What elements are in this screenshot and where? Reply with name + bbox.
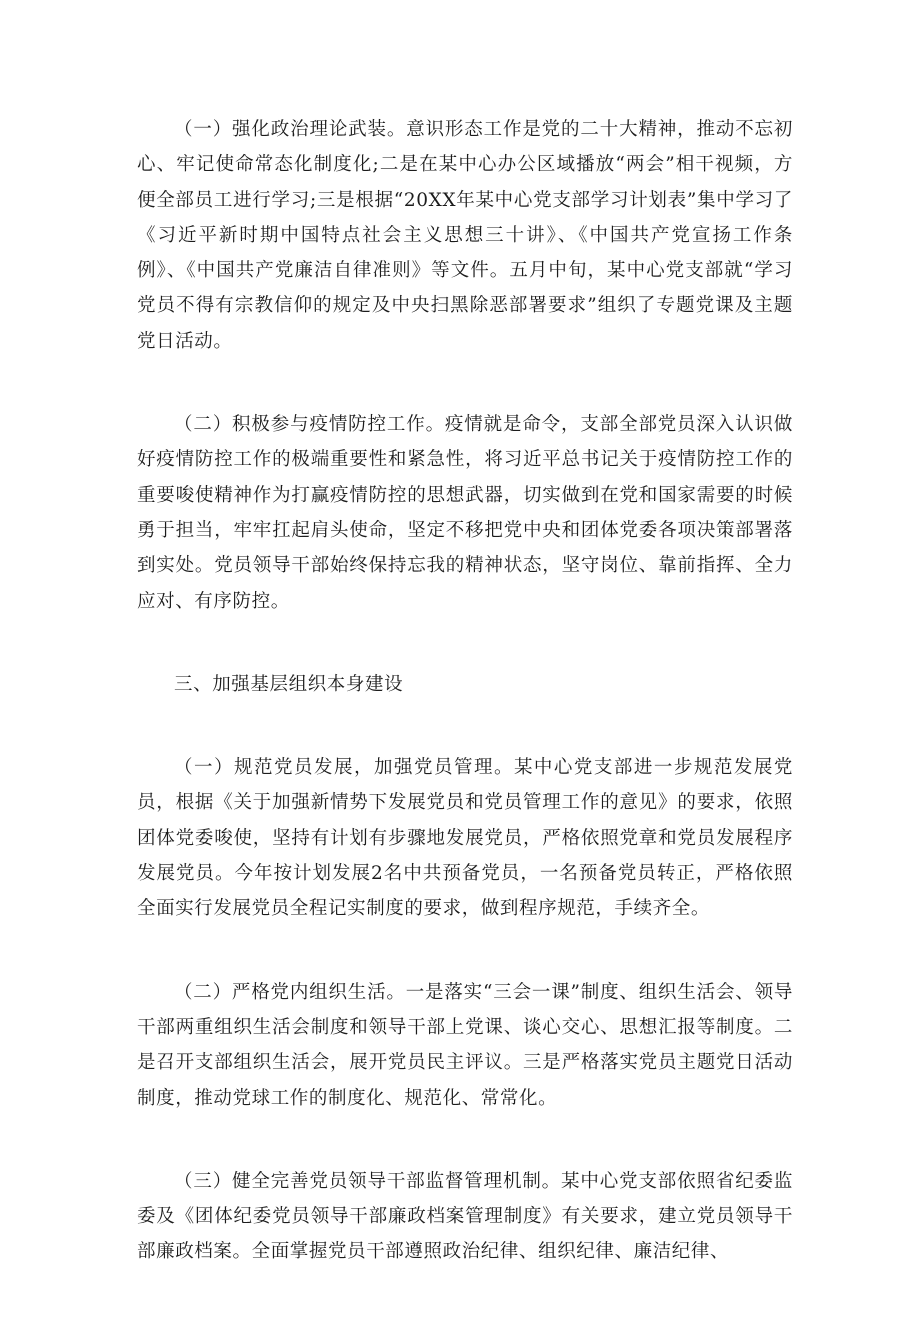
paragraph-supervision-mechanism: （三）健全完善党员领导干部监督管理机制。某中心党支部依照省纪委监委及《团体纪委党员领导干部廉政档案管理制度》有关要求，建立党员领导干部廉政档案。全面掌握党员干部遵照政治纪律、组织纪律、廉洁纪律、 [137, 1170, 793, 1263]
section-heading-organization: 三、加强基层组织本身建设 [174, 673, 404, 695]
paragraph-political-theory: （一）强化政治理论武装。意识形态工作是党的二十大精神，推动不忘初心、牢记使命常态化制度化;二是在某中心办公区域播放“两会”相干视频，方便全部员工进行学习;三是根据“20XX年某中心党支部学习计划表”集中学习了《习近平新时期中国特点社会主义思想三十讲》、《中国共产党宣扬工作条例》、《中国共产党廉洁自律准则》等文件。五月中旬，某中心党支部就“学习党员不得有宗教信仰的规定及中央扫黑除恶部署要求”组织了专题党课及主题党日活动。 [137, 119, 793, 352]
paragraph-member-development: （一）规范党员发展，加强党员管理。某中心党支部进一步规范发展党员，根据《关于加强新情势下发展党员和党员管理工作的意见》的要求，依照团体党委唆使，坚持有计划有步骤地发展党员，严格依照党章和党员发展程序发展党员。今年按计划发展2名中共预备党员，一名预备党员转正，严格依照全面实行发展党员全程记实制度的要求，做到程序规范，手续齐全。 [137, 757, 793, 920]
paragraph-organizational-life: （二）严格党内组织生活。一是落实“三会一课”制度、组织生活会、领导干部两重组织生活会制度和领导干部上党课、谈心交心、思想汇报等制度。二是召开支部组织生活会，展开党员民主评议。三是严格落实党员主题党日活动制度，推动党球工作的制度化、规范化、常常化。 [137, 981, 793, 1109]
document-body [137, 112, 793, 1318]
paragraph-epidemic-control: （二）积极参与疫情防控工作。疫情就是命令，支部全部党员深入认识做好疫情防控工作的极端重要性和紧急性，将习近平总书记关于疫情防控工作的重要唆使精神作为打赢疫情防控的思想武器，切实做到在党和国家需要的时候勇于担当，牢牢扛起肩头使命，坚定不移把党中央和团体党委各项决策部署落到实处。党员领导干部始终保持忘我的精神状态，坚守岗位、靠前指挥、全力应对、有序防控。 [137, 414, 793, 612]
